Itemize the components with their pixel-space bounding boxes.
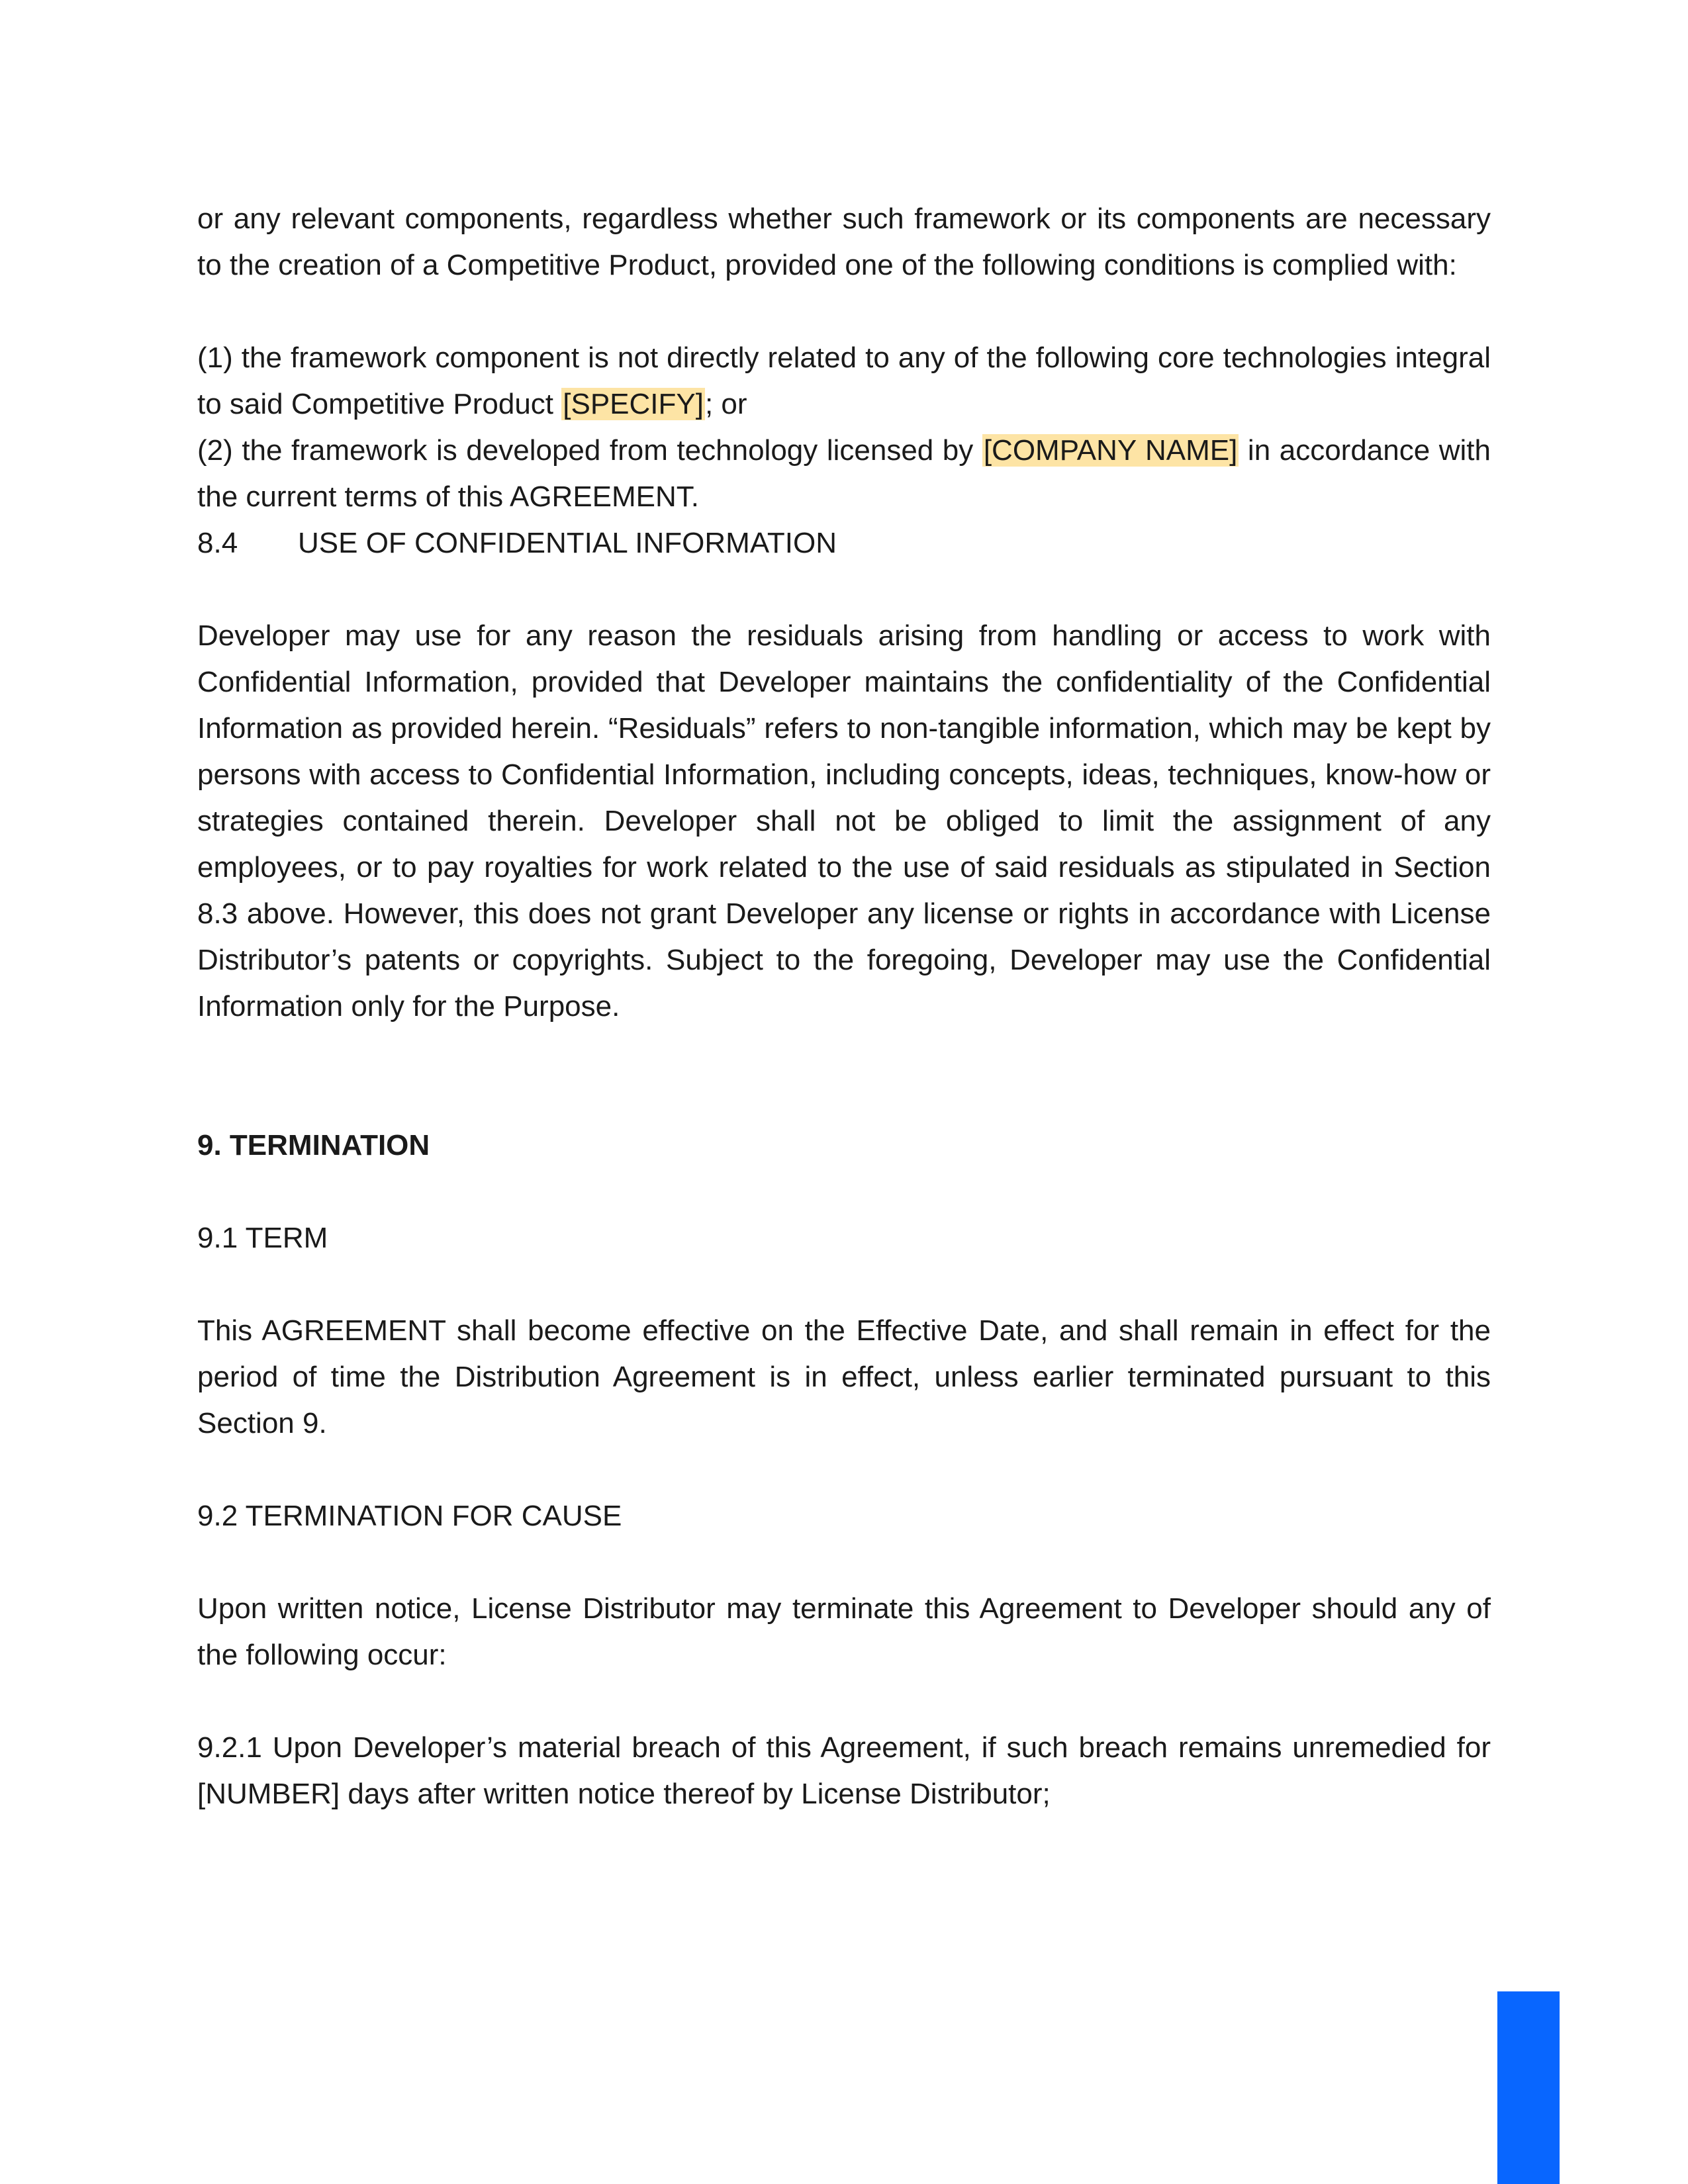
section-9-heading: 9. TERMINATION <box>197 1129 430 1161</box>
section-9-2-heading: 9.2 TERMINATION FOR CAUSE <box>197 1500 622 1532</box>
condition-1 <box>197 335 1491 428</box>
section-8-4-number: 8.4 <box>197 527 238 559</box>
condition-2-text: (2) the framework is developed from technology licensed by <box>197 434 982 467</box>
section-8-4-title: USE OF CONFIDENTIAL INFORMATION <box>298 527 837 559</box>
page-accent-bar <box>1497 1991 1560 2184</box>
condition-1-text: (1) the framework component is not directly related to any of the following core technologies integral to said Competitive Product <box>197 341 1491 420</box>
specify-placeholder: [SPECIFY] <box>563 388 704 420</box>
section-9-1-body: This AGREEMENT shall become effective on the Effective Date, and shall remain in effect for the period of time the Distribution Agreement is in effect, unless earlier terminated pursuant to this Section 9. <box>197 1314 1491 1439</box>
section-9-2-1-body: 9.2.1 Upon Developer’s material breach of this Agreement, if such breach remains unremedied for [NUMBER] days after written notice thereof by License Distributor; <box>197 1731 1491 1810</box>
company-name-placeholder: [COMPANY NAME] <box>983 434 1238 467</box>
section-8-4-body: Developer may use for any reason the residuals arising from handling or access to work with Confidential Information, provided that Developer maintains the confidentiality of the Confidential Information as provided herein. “Residuals” refers to non-tangible information, which may be kept by persons with access to Confidential Information, including concepts, ideas, techniques, know-how or strategies contained therein. Developer shall not be obliged to limit the assignment of any employees, or to pay royalties for work related to the use of said residuals as stipulated in Section 8.3 above. However, this does not grant Developer any license or rights in accordance with License Distributor’s patents or copyrights. Subject to the foregoing, Developer may use the Confidential Information only for the Purpose. <box>197 619 1491 1023</box>
condition-2-suffix: in accordance with the current terms of this AGREEMENT. <box>197 434 1491 513</box>
condition-1-suffix: ; or <box>704 388 747 420</box>
intro-paragraph: or any relevant components, regardless whether such framework or its components are necessary to the creation of a Competitive Product, provided one of the following conditions is complied with: <box>197 203 1491 281</box>
document-page <box>197 196 1491 1817</box>
condition-2 <box>197 428 1491 520</box>
section-9-1-heading: 9.1 TERM <box>197 1222 328 1254</box>
section-8-4-heading <box>197 520 1491 567</box>
section-9-2-body: Upon written notice, License Distributor may terminate this Agreement to Developer should any of the following occur: <box>197 1592 1491 1671</box>
